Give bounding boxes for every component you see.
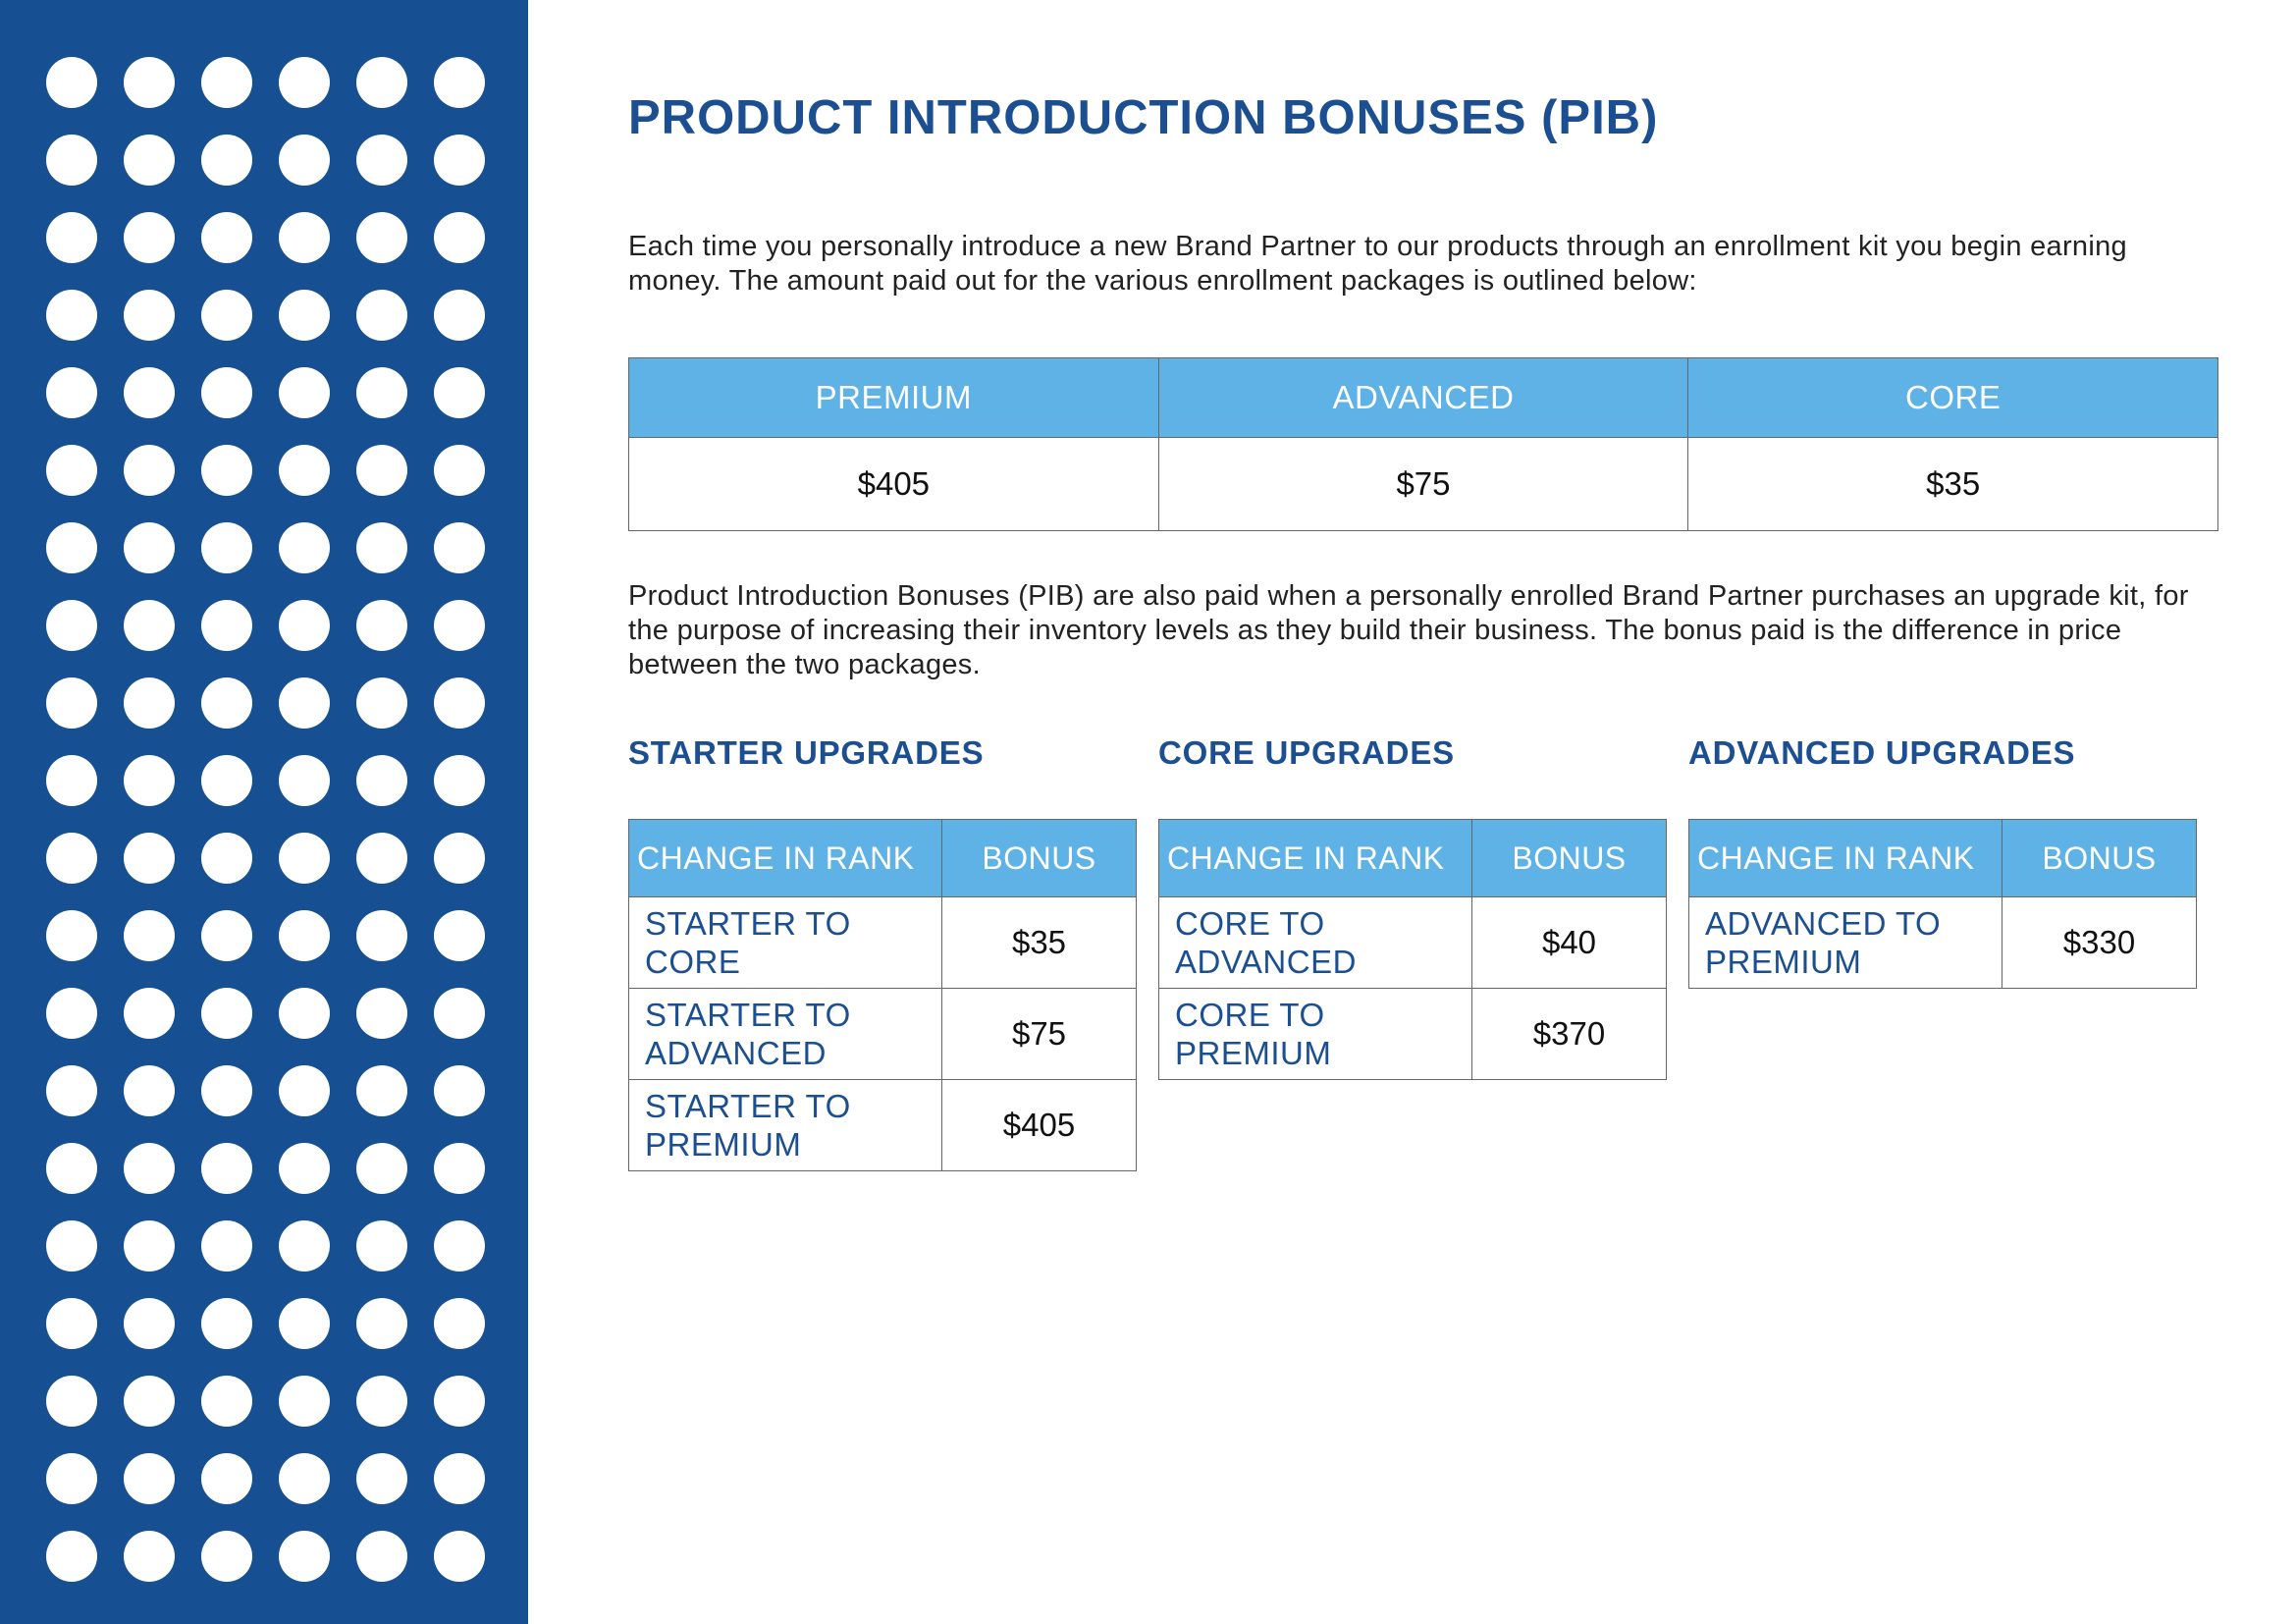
table-header-row	[1159, 820, 1667, 897]
decorative-dot	[46, 755, 97, 806]
decorative-dot	[124, 367, 175, 418]
decorative-dot	[279, 1453, 330, 1504]
decorative-dot	[356, 1453, 407, 1504]
decorative-dot	[279, 290, 330, 341]
decorative-dot	[279, 1376, 330, 1427]
decorative-dot	[124, 290, 175, 341]
decorative-dot	[201, 1376, 252, 1427]
decorative-dot	[201, 445, 252, 496]
decorative-dot	[46, 833, 97, 884]
decorative-dot	[201, 290, 252, 341]
decorative-dot	[46, 988, 97, 1039]
change-in-rank-header: CHANGE IN RANK	[629, 820, 942, 897]
decorative-dot	[356, 135, 407, 186]
decorative-dot	[201, 1065, 252, 1116]
bonus-header: BONUS	[942, 820, 1137, 897]
advanced-upgrades-table	[1688, 819, 2197, 989]
decorative-dot	[434, 1376, 485, 1427]
table-row	[629, 897, 1137, 989]
decorative-dot	[279, 910, 330, 961]
decorative-dot	[46, 600, 97, 651]
decorative-dot	[434, 988, 485, 1039]
decorative-dot	[46, 1453, 97, 1504]
decorative-dot	[201, 600, 252, 651]
decorative-dot	[434, 1298, 485, 1349]
decorative-dot	[124, 1453, 175, 1504]
decorative-dot	[124, 1531, 175, 1582]
decorative-dot	[46, 135, 97, 186]
table-row	[1689, 897, 2197, 989]
decorative-dot	[434, 677, 485, 729]
decorative-dot	[279, 445, 330, 496]
decorative-dot	[46, 1220, 97, 1272]
bonus-cell: $405	[942, 1080, 1137, 1171]
upgrade-paragraph: Product Introduction Bonuses (PIB) are also paid when a personally enrolled Brand Partner purchases an upgrade kit, for the purpose of increasing their inventory levels as they build their business. The bonus paid is the difference in price between the two packages.	[628, 580, 2189, 680]
decorative-dot	[124, 1298, 175, 1349]
decorative-dot	[434, 910, 485, 961]
dot-pattern	[0, 0, 528, 1624]
decorative-dot	[46, 1298, 97, 1349]
decorative-dot	[124, 833, 175, 884]
decorative-dot	[201, 755, 252, 806]
table-row	[1159, 989, 1667, 1080]
decorative-dot	[356, 600, 407, 651]
decorative-dot	[434, 755, 485, 806]
decorative-dot	[356, 1376, 407, 1427]
decorative-dot	[46, 1531, 97, 1582]
decorative-dot	[46, 57, 97, 108]
decorative-dot	[279, 988, 330, 1039]
decorative-dot	[279, 367, 330, 418]
decorative-dot	[279, 522, 330, 573]
decorative-dot	[356, 212, 407, 263]
decorative-dot	[279, 57, 330, 108]
decorative-dot	[124, 600, 175, 651]
decorative-dot	[356, 445, 407, 496]
decorative-dot	[434, 445, 485, 496]
table-row	[629, 989, 1137, 1080]
decorative-dot	[46, 445, 97, 496]
decorative-dot	[434, 367, 485, 418]
bonus-header: BONUS	[1472, 820, 1667, 897]
decorative-dot	[356, 57, 407, 108]
header-premium: PREMIUM	[629, 358, 1159, 438]
rank-change-cell: STARTER TO CORE	[629, 897, 942, 989]
decorative-dot	[46, 1376, 97, 1427]
change-in-rank-header: CHANGE IN RANK	[1159, 820, 1472, 897]
decorative-dot	[201, 135, 252, 186]
decorative-dot	[46, 522, 97, 573]
decorative-dot	[46, 910, 97, 961]
decorative-dot	[434, 1065, 485, 1116]
decorative-dot	[434, 522, 485, 573]
decorative-dot	[124, 212, 175, 263]
bonus-cell: $370	[1472, 989, 1667, 1080]
decorative-dot	[279, 1143, 330, 1194]
bonus-cell: $75	[942, 989, 1137, 1080]
decorative-dot	[201, 367, 252, 418]
table-row	[629, 438, 2218, 531]
decorative-dot	[46, 677, 97, 729]
decorative-dot	[434, 290, 485, 341]
decorative-dot	[201, 988, 252, 1039]
decorative-dot	[201, 910, 252, 961]
decorative-dot	[356, 910, 407, 961]
rank-change-cell: CORE TO PREMIUM	[1159, 989, 1472, 1080]
decorative-dot	[124, 1143, 175, 1194]
decorative-dot	[356, 1298, 407, 1349]
decorative-dot	[356, 367, 407, 418]
decorative-dot	[279, 1298, 330, 1349]
decorative-dot	[434, 57, 485, 108]
decorative-dot	[356, 677, 407, 729]
decorative-dot	[201, 1220, 252, 1272]
decorative-dot	[434, 1220, 485, 1272]
decorative-dot	[434, 1531, 485, 1582]
decorative-dot	[124, 135, 175, 186]
header-advanced: ADVANCED	[1158, 358, 1688, 438]
intro-paragraph: Each time you personally introduce a new Brand Partner to our products through an enrollment kit you begin earning money. The amount paid out for the various enrollment packages is outlined below:	[628, 231, 2127, 297]
decorative-dot	[124, 1376, 175, 1427]
decorative-dot	[201, 1453, 252, 1504]
value-premium: $405	[629, 438, 1159, 531]
decorative-dot	[124, 57, 175, 108]
starter-upgrades-table	[628, 819, 1137, 1171]
decorative-dot	[279, 212, 330, 263]
decorative-dot	[356, 1143, 407, 1194]
decorative-dot	[356, 755, 407, 806]
decorative-dot	[46, 367, 97, 418]
page-title: PRODUCT INTRODUCTION BONUSES (PIB)	[628, 91, 1659, 144]
bonus-cell: $330	[2002, 897, 2197, 989]
decorative-dot	[279, 1531, 330, 1582]
advanced-upgrades-title: ADVANCED UPGRADES	[1688, 734, 2076, 771]
table-header-row	[629, 820, 1137, 897]
decorative-dot	[356, 1065, 407, 1116]
decorative-dot	[124, 910, 175, 961]
decorative-dot	[356, 290, 407, 341]
change-in-rank-header: CHANGE IN RANK	[1689, 820, 2002, 897]
decorative-dot	[356, 1531, 407, 1582]
core-upgrades-title: CORE UPGRADES	[1158, 734, 1455, 771]
decorative-dot	[356, 988, 407, 1039]
decorative-dot	[434, 1453, 485, 1504]
decorative-dot	[124, 1220, 175, 1272]
decorative-dot	[201, 1531, 252, 1582]
decorative-dot	[434, 1143, 485, 1194]
decorative-dot	[279, 755, 330, 806]
enrollment-package-table	[628, 357, 2218, 531]
table-row	[1159, 897, 1667, 989]
decorative-dot	[201, 1298, 252, 1349]
decorative-dot	[279, 1220, 330, 1272]
decorative-dot	[201, 677, 252, 729]
decorative-dot	[124, 988, 175, 1039]
decorative-dot	[279, 677, 330, 729]
decorative-dot	[434, 600, 485, 651]
table-row	[629, 1080, 1137, 1171]
decorative-dot	[434, 833, 485, 884]
decorative-dot	[124, 755, 175, 806]
core-upgrades-table	[1158, 819, 1667, 1080]
decorative-dot	[356, 522, 407, 573]
decorative-dot	[46, 1143, 97, 1194]
value-core: $35	[1688, 438, 2218, 531]
decorative-dot	[201, 57, 252, 108]
decorative-dot	[124, 522, 175, 573]
decorative-dot	[124, 445, 175, 496]
decorative-dot	[124, 1065, 175, 1116]
rank-change-cell: CORE TO ADVANCED	[1159, 897, 1472, 989]
bonus-cell: $35	[942, 897, 1137, 989]
rank-change-cell: ADVANCED TO PREMIUM	[1689, 897, 2002, 989]
decorative-dot	[46, 290, 97, 341]
rank-change-cell: STARTER TO ADVANCED	[629, 989, 942, 1080]
decorative-dot	[356, 833, 407, 884]
decorative-dot	[124, 677, 175, 729]
decorative-dot	[201, 1143, 252, 1194]
decorative-dot	[434, 135, 485, 186]
table-header-row	[629, 358, 2218, 438]
decorative-dot	[201, 522, 252, 573]
decorative-dot	[279, 833, 330, 884]
bonus-cell: $40	[1472, 897, 1667, 989]
decorative-dot	[356, 1220, 407, 1272]
decorative-dot	[279, 600, 330, 651]
decorative-dot	[279, 1065, 330, 1116]
decorative-sidebar	[0, 0, 528, 1624]
header-core: CORE	[1688, 358, 2218, 438]
table-header-row	[1689, 820, 2197, 897]
bonus-header: BONUS	[2002, 820, 2197, 897]
decorative-dot	[201, 833, 252, 884]
decorative-dot	[201, 212, 252, 263]
decorative-dot	[279, 135, 330, 186]
starter-upgrades-title: STARTER UPGRADES	[628, 734, 985, 771]
rank-change-cell: STARTER TO PREMIUM	[629, 1080, 942, 1171]
decorative-dot	[46, 212, 97, 263]
value-advanced: $75	[1158, 438, 1688, 531]
decorative-dot	[434, 212, 485, 263]
decorative-dot	[46, 1065, 97, 1116]
